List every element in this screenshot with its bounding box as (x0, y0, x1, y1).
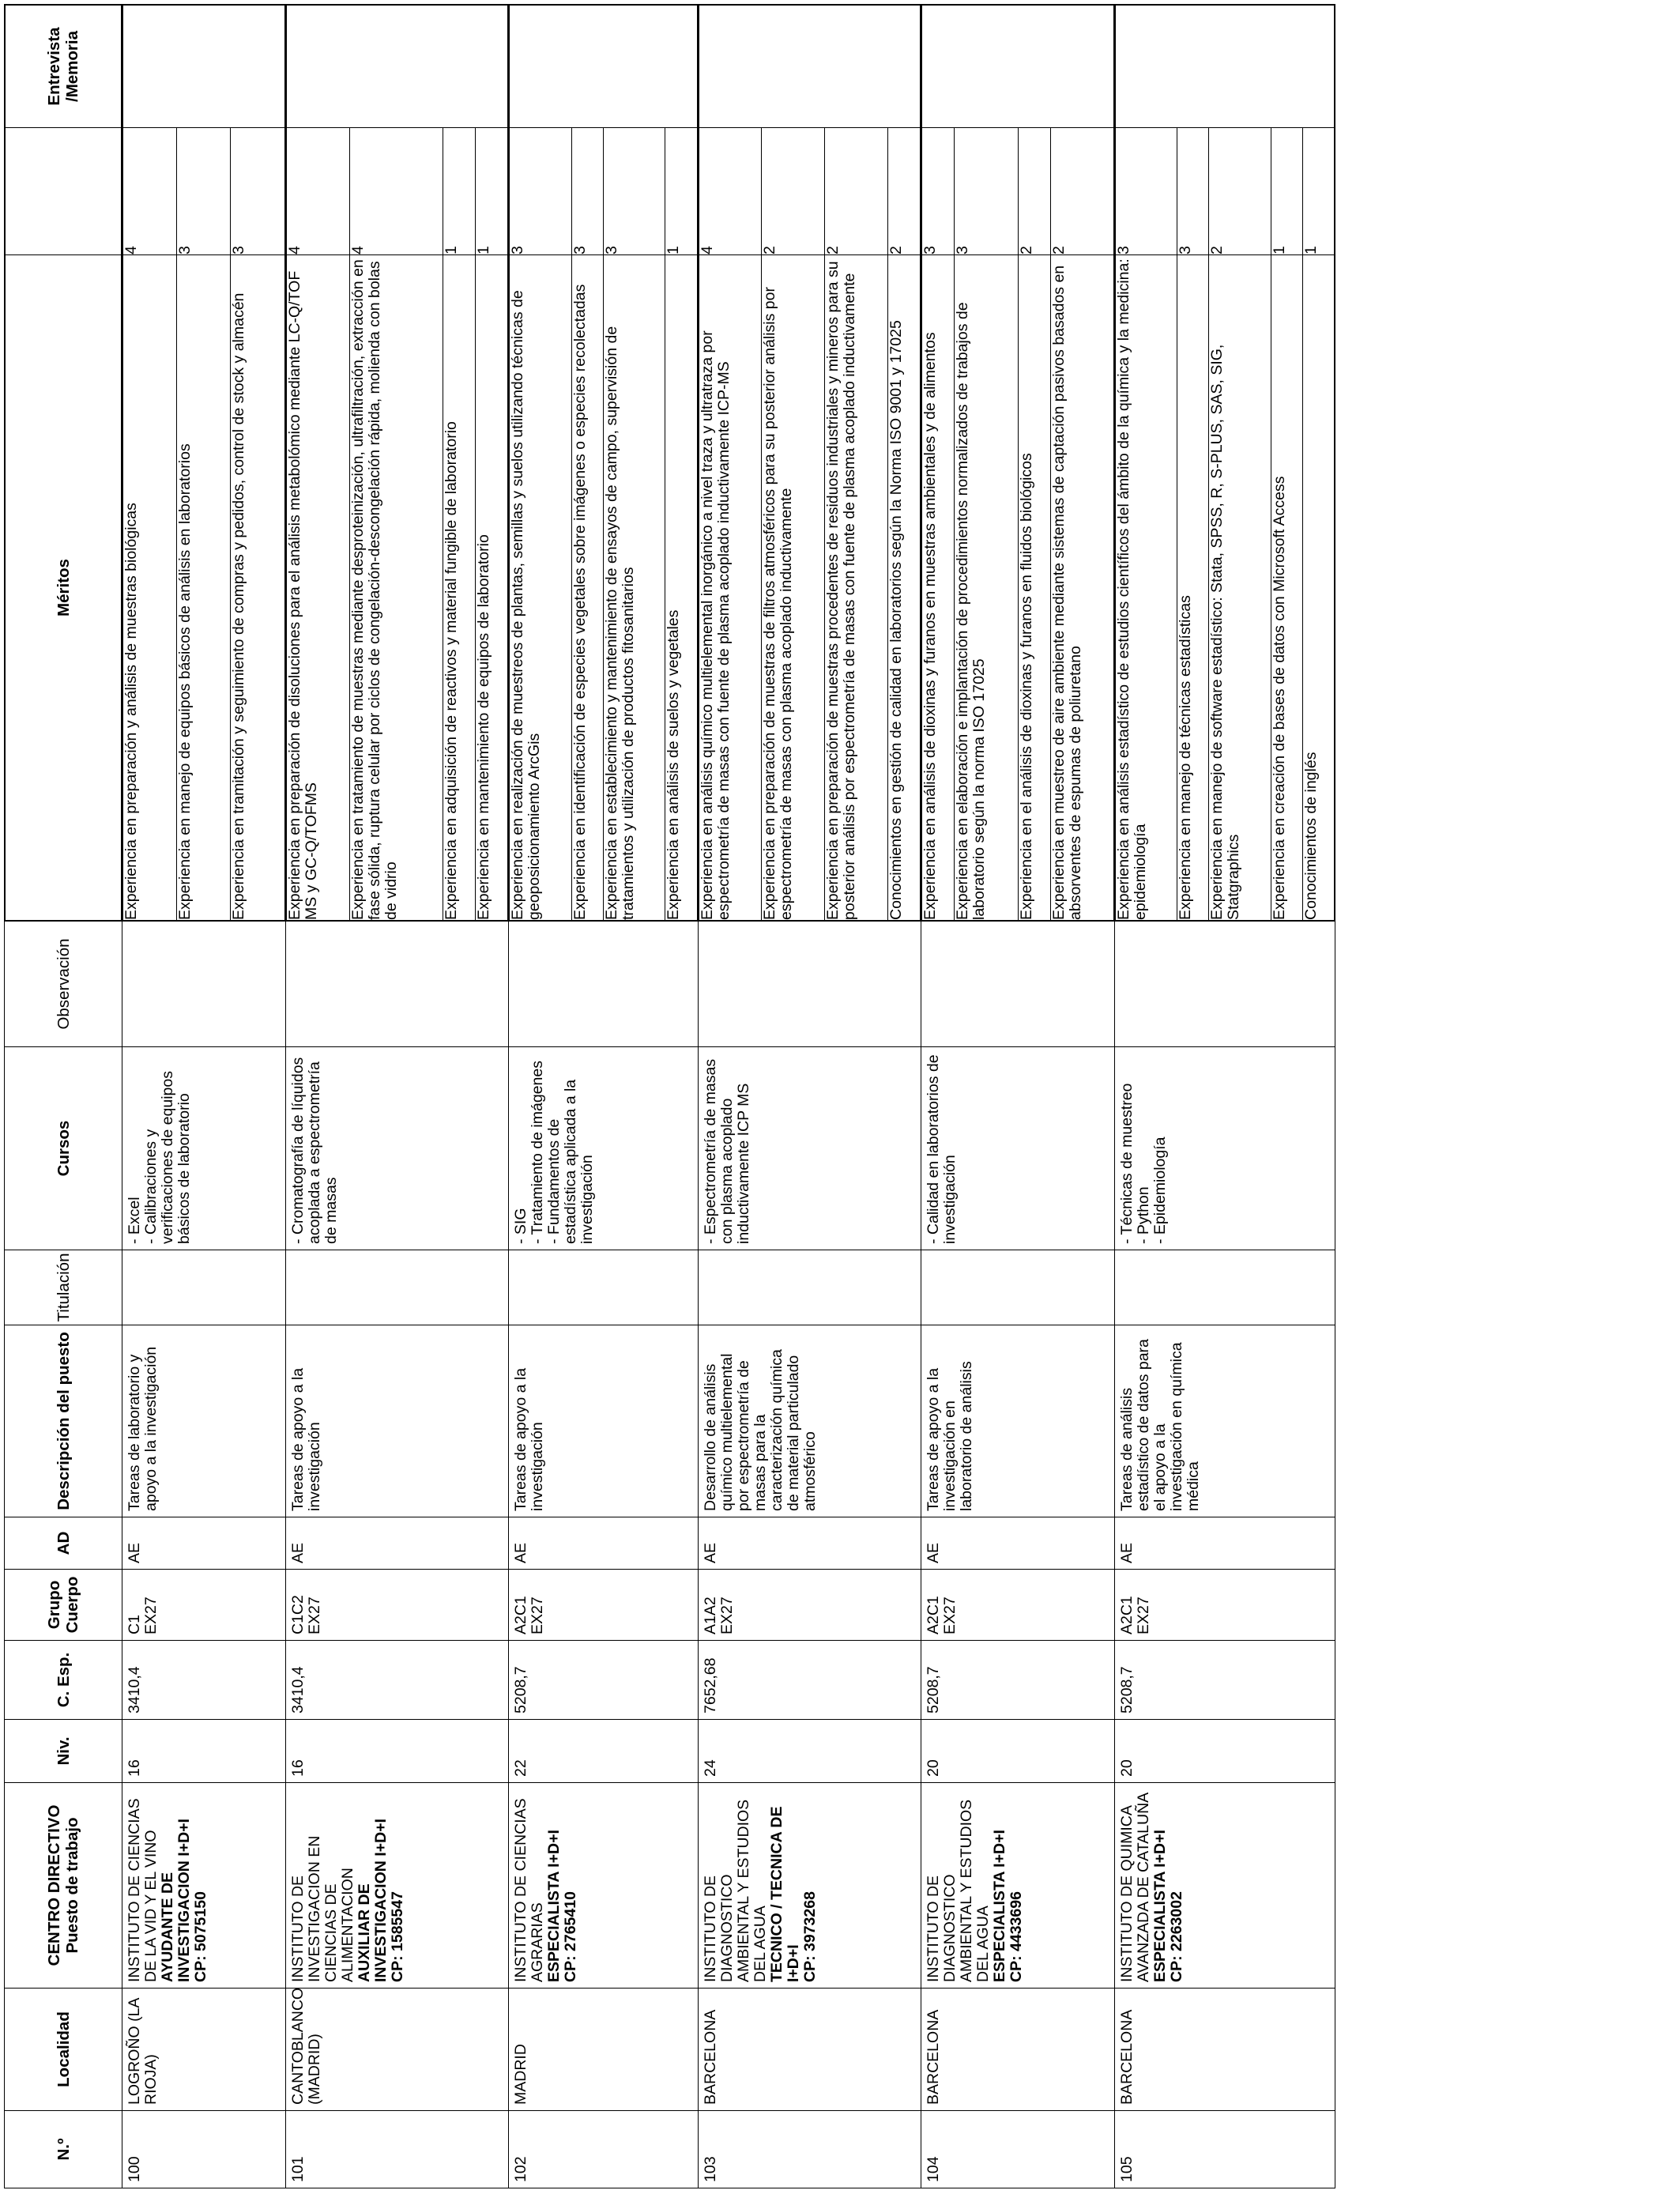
row-puesto: ESPECIALISTA I+D+I (991, 1830, 1009, 1982)
row-entrevista (1115, 6, 1334, 128)
row-cesp: 3410,4 (126, 1666, 143, 1713)
row-grupo: A2C1 (925, 1596, 943, 1634)
merit-text: Experiencia en realización de muestreos de plantas, semillas y suelos utilizando técnicas de geoposicionamiento ArcGis (510, 255, 571, 921)
row-centro-cell (921, 1783, 1115, 1989)
merit-item (1177, 6, 1209, 921)
merit-points: 4 (286, 128, 349, 255)
row-niv-cell (285, 1720, 509, 1783)
row-descripcion: Tareas de apoyo a la investigación (512, 1367, 547, 1511)
header-ad: AD (5, 1517, 122, 1570)
row-centro: INSTITUTO DE DIAGNOSTICO AMBIENTAL Y ESTUDIOS DEL AGUA (925, 1799, 993, 1982)
row-ad: AE (701, 1542, 719, 1563)
merit-points: 1 (665, 128, 697, 255)
row-puesto: ESPECIALISTA I+D+I (1151, 1830, 1169, 1982)
header-descripcion: Descripción del puesto (5, 1325, 122, 1517)
merit-text: Experiencia en preparación y análisis de muestras biológicas (123, 255, 177, 921)
row-centro: INSTITUTO DE CIENCIAS DE LA VID Y EL VINO (126, 1798, 160, 1982)
row-puesto: AUXILIAR DE INVESTIGACION I+D+I (355, 1819, 390, 1982)
merit-points: 3 (1115, 128, 1177, 255)
row-num-cell (509, 2111, 698, 2188)
row-cesp: 7652,68 (701, 1657, 719, 1713)
row-descripcion: Tareas de apoyo a la investigación (288, 1367, 323, 1511)
merit-item (286, 6, 349, 921)
merit-item (699, 6, 762, 921)
merit-item (825, 6, 888, 921)
row-entrevista (510, 6, 697, 128)
row-localidad-cell (921, 1989, 1115, 2111)
row-centro-cell (285, 1783, 509, 1989)
header-meritos: Méritos (6, 255, 122, 921)
merit-points: 3 (955, 128, 1018, 255)
header-observacion: Observación (5, 922, 122, 1047)
row-grupo-cell (698, 1570, 921, 1641)
row-grupo: A2C1 (512, 1596, 530, 1634)
row-cesp-cell (921, 1641, 1115, 1720)
row-grupo: A2C1 (1117, 1596, 1136, 1634)
row-localidad-cell (509, 1989, 698, 2111)
row-descripcion-cell (509, 1325, 698, 1517)
row-cursos (286, 1047, 342, 1250)
table-row (921, 5, 1115, 2188)
row-meritos-cell (285, 5, 509, 922)
row-localidad: BARCELONA (701, 2009, 719, 2105)
row-descripcion-cell (698, 1325, 921, 1517)
merit-text: Experiencia en análisis químico multielemental inorgánico a nivel traza y ultratraza por espectrometría de masas con fuente de plasma acoplado inductivamente ICP-MS (699, 255, 762, 921)
row-localidad: BARCELONA (1117, 2009, 1136, 2105)
row-titulacion (122, 1250, 129, 1325)
row-centro-cell (1114, 1783, 1335, 1989)
row-cursos-cell (509, 1047, 698, 1250)
row-grupo-cell (921, 1570, 1115, 1641)
row-cesp-cell (509, 1641, 698, 1720)
row-num: 105 (1117, 2156, 1136, 2182)
header-entrevista (6, 6, 122, 128)
merit-text: Experiencia en análisis estadístico de estudios científicos del ámbito de la química y la medicina: epidemiología (1115, 255, 1177, 921)
row-num: 103 (701, 2156, 719, 2182)
row-descripcion: Desarrollo de análisis químico multielemental por espectrometría de masas para la caracterización química de material particulado atmosférico (701, 1349, 819, 1511)
row-cesp-cell (698, 1641, 921, 1720)
row-cursos (122, 1047, 195, 1250)
row-grupo: A1A2 (701, 1596, 719, 1634)
row-cp: CP: 5075150 (192, 1891, 209, 1982)
merit-item (603, 6, 665, 921)
merit-list (1115, 5, 1335, 921)
merit-text: Experiencia en adquisición de reactivos y material fungible de laboratorio (443, 255, 476, 921)
row-niv: 16 (288, 1759, 307, 1777)
row-num-cell (285, 2111, 509, 2188)
header-meritos-split (5, 5, 122, 921)
row-niv-cell (921, 1720, 1115, 1783)
merit-points: 1 (476, 128, 508, 255)
course-item: - Técnicas de muestreo (1117, 1083, 1136, 1244)
row-cuerpo: EX27 (529, 1596, 547, 1634)
table-row (509, 5, 698, 2188)
merit-item (955, 6, 1018, 921)
merit-text: Experiencia en manejo de equipos básicos de análisis en laboratorios (177, 255, 231, 921)
row-observacion-cell (285, 922, 509, 1047)
row-centro-cell (122, 1783, 286, 1989)
header-row (5, 5, 122, 2188)
row-observacion (699, 922, 705, 1046)
merit-item (123, 6, 177, 921)
row-localidad-cell (285, 1989, 509, 2111)
table-row (698, 5, 921, 2188)
merit-text: Experiencia en análisis de dioxinas y furanos en muestras ambientales y de alimentos (922, 255, 955, 921)
row-observacion-cell (509, 922, 698, 1047)
row-localidad: BARCELONA (925, 2009, 943, 2105)
row-descripcion: Tareas de apoyo a la investigación en laboratorio de análisis (925, 1361, 976, 1511)
row-niv-cell (122, 1720, 286, 1783)
course-item: - Calidad en laboratorios de investigación (925, 1054, 959, 1244)
header-points-spacer (6, 128, 122, 255)
merit-text: Experiencia en identificación de especies vegetales sobre imágenes o especies recolectadas (571, 255, 603, 921)
row-cp: CP: 1585547 (388, 1891, 406, 1982)
row-titulacion-cell (509, 1250, 698, 1325)
merit-points: 2 (762, 128, 825, 255)
row-cursos (699, 1047, 755, 1250)
course-item: - Espectrometría de masas con plasma acoplado inductivamente ICP MS (701, 1058, 752, 1244)
row-cp: CP: 4433696 (1008, 1891, 1026, 1982)
merit-item (443, 6, 476, 921)
merit-list (286, 5, 509, 921)
course-item: - Fundamentos de estadística aplicada a la investigación (545, 1079, 597, 1244)
row-observacion (509, 922, 515, 1046)
merit-points: 3 (922, 128, 955, 255)
row-entrevista (699, 6, 921, 128)
row-observacion-cell (122, 922, 286, 1047)
row-cesp: 3410,4 (288, 1666, 307, 1713)
row-cursos-cell (921, 1047, 1115, 1250)
merit-text: Experiencia en mantenimiento de equipos de laboratorio (476, 255, 508, 921)
row-niv: 22 (512, 1759, 530, 1777)
merit-text: Experiencia en manejo de software estadístico: Stata, SPSS, R, S-PLUS, SAS, SIG, Statgraphics (1209, 255, 1271, 921)
row-descripcion-cell (1114, 1325, 1335, 1517)
merit-text: Experiencia en establecimiento y mantenimiento de ensayos de campo, supervisión de tratamientos y utilización de productos fitosanitarios (603, 255, 665, 921)
merit-item (231, 6, 284, 921)
merit-item (1115, 6, 1177, 921)
merit-list (699, 5, 921, 921)
merit-points: 2 (888, 128, 921, 255)
row-localidad: LOGROÑO (LA RIOJA) (126, 1998, 160, 2105)
row-meritos-cell (921, 5, 1115, 922)
row-ad: AE (288, 1542, 307, 1563)
row-ad-cell (509, 1517, 698, 1570)
row-titulacion-cell (285, 1250, 509, 1325)
row-num-cell (1114, 2111, 1335, 2188)
row-cp: CP: 2765410 (562, 1891, 580, 1982)
merit-list (921, 5, 1114, 921)
row-cesp-cell (285, 1641, 509, 1720)
merit-list (122, 5, 285, 921)
row-entrevista (123, 6, 285, 128)
course-item: - Python (1134, 1186, 1152, 1244)
row-titulacion (509, 1250, 515, 1325)
row-grupo-cell (285, 1570, 509, 1641)
header-centro (5, 1783, 122, 1989)
row-niv: 24 (701, 1759, 719, 1777)
row-grupo: C1C2 (288, 1595, 307, 1634)
row-grupo: C1 (126, 1615, 143, 1634)
row-titulacion-cell (1114, 1250, 1335, 1325)
header-grupo-line2: Cuerpo (63, 1576, 81, 1634)
row-num-cell (921, 2111, 1115, 2188)
row-cursos (1115, 1047, 1171, 1250)
merit-points: 4 (699, 128, 762, 255)
merit-item (1018, 6, 1050, 921)
header-centro-line1: CENTRO DIRECTIVO (45, 1804, 63, 1966)
row-cursos-cell (285, 1047, 509, 1250)
merit-text: Experiencia en el análisis de dioxinas y furanos en fluidos biológicos (1018, 255, 1050, 921)
row-observacion (286, 922, 292, 1046)
course-item: - SIG (512, 1208, 530, 1244)
row-ad: AE (512, 1542, 530, 1563)
row-num: 101 (288, 2156, 307, 2182)
row-num-cell (122, 2111, 286, 2188)
header-entrevista-line2: /Memoria (63, 31, 81, 102)
row-observacion (921, 922, 928, 1046)
header-meritos-group (5, 5, 122, 922)
row-ad-cell (921, 1517, 1115, 1570)
row-meritos-cell (122, 5, 286, 922)
merit-item (1209, 6, 1271, 921)
row-cesp: 5208,7 (512, 1666, 530, 1713)
row-cuerpo: EX27 (718, 1596, 736, 1634)
merit-points: 3 (603, 128, 665, 255)
row-num: 102 (512, 2156, 530, 2182)
row-cuerpo: EX27 (941, 1596, 959, 1634)
merit-points: 2 (825, 128, 888, 255)
row-niv: 20 (1117, 1759, 1136, 1777)
row-cursos (509, 1047, 598, 1250)
row-meritos-cell (698, 5, 921, 922)
row-puesto: ESPECIALISTA I+D+I (545, 1830, 563, 1982)
row-cesp: 5208,7 (925, 1666, 943, 1713)
course-item: - Calibraciones y verificaciones de equipos básicos de laboratorio (142, 1071, 193, 1244)
row-centro-cell (698, 1783, 921, 1989)
row-ad-cell (285, 1517, 509, 1570)
merit-points: 3 (571, 128, 603, 255)
row-niv: 16 (126, 1759, 143, 1777)
row-niv: 20 (925, 1759, 943, 1777)
merit-text: Experiencia en preparación de disoluciones para el análisis metabolómico mediante LC-Q/TOF MS y GC-Q/TOFMS (286, 255, 349, 921)
merit-points: 1 (443, 128, 476, 255)
row-entrevista (922, 6, 1114, 128)
row-ad: AE (126, 1542, 143, 1563)
row-observacion-cell (698, 922, 921, 1047)
merit-text: Experiencia en elaboración e implantación de procedimientos normalizados de trabajos de laboratorio según la norma ISO 17025 (955, 255, 1018, 921)
row-localidad-cell (698, 1989, 921, 2111)
merit-text: Experiencia en preparación de muestras procedentes de residuos industriales y mineros para su posterior análisis por espectrometría de masas con fuente de plasma acoplado inductivamente (825, 255, 888, 921)
row-cursos (921, 1047, 961, 1250)
table-row (1114, 5, 1335, 2188)
row-cesp-cell (1114, 1641, 1335, 1720)
table-row (122, 5, 286, 2188)
merit-points: 4 (123, 128, 177, 255)
row-grupo-cell (509, 1570, 698, 1641)
row-observacion (122, 922, 129, 1046)
row-localidad: CANTOBLANCO (MADRID) (288, 1987, 323, 2105)
row-observacion-cell (921, 922, 1115, 1047)
row-descripcion-cell (122, 1325, 286, 1517)
course-item: - Tratamiento de imágenes (529, 1061, 547, 1244)
row-cuerpo: EX27 (305, 1596, 323, 1634)
merit-text: Experiencia en análisis de suelos y vegetales (665, 255, 697, 921)
merit-text: Conocimientos de inglés (1302, 255, 1334, 921)
job-positions-table (4, 4, 1335, 2188)
merit-item (349, 6, 443, 921)
merit-text: Experiencia en preparación de muestras de filtros atmosféricos para su posterior análisis por espectrometría de masas con plasma acoplado inductivamente (762, 255, 825, 921)
merit-points: 3 (510, 128, 571, 255)
header-cursos: Cursos (5, 1047, 122, 1250)
merit-item (571, 6, 603, 921)
merit-item (1050, 6, 1113, 921)
row-grupo-cell (1114, 1570, 1335, 1641)
merit-item (888, 6, 921, 921)
merit-item (1302, 6, 1334, 921)
row-cuerpo: EX27 (142, 1596, 160, 1634)
row-titulacion (286, 1250, 292, 1325)
course-item: - Excel (126, 1197, 143, 1244)
row-entrevista (286, 6, 508, 128)
table-row (285, 5, 509, 2188)
header-localidad: Localidad (5, 1989, 122, 2111)
row-centro: INSTITUTO DE CIENCIAS AGRARIAS (512, 1798, 547, 1982)
row-grupo-cell (122, 1570, 286, 1641)
course-item: - Epidemiología (1151, 1137, 1169, 1244)
row-ad-cell (1114, 1517, 1335, 1570)
merit-text: Experiencia en creación de bases de datos con Microsoft Access (1271, 255, 1302, 921)
row-titulacion (921, 1250, 928, 1325)
header-grupo (5, 1570, 122, 1641)
merit-points: 4 (349, 128, 443, 255)
row-puesto: AYUDANTE DE INVESTIGACION I+D+I (159, 1819, 193, 1982)
merit-points: 2 (1209, 128, 1271, 255)
row-descripcion: Tareas de laboratorio y apoyo a la investigación (126, 1346, 160, 1511)
merit-points: 2 (1050, 128, 1113, 255)
row-ad: AE (1117, 1542, 1136, 1563)
merit-list (509, 5, 697, 921)
row-ad-cell (698, 1517, 921, 1570)
row-ad: AE (925, 1542, 943, 1563)
row-titulacion (699, 1250, 705, 1325)
row-cesp: 5208,7 (1117, 1666, 1136, 1713)
merit-item (762, 6, 825, 921)
row-localidad: MADRID (512, 2044, 530, 2105)
row-num: 100 (126, 2156, 143, 2182)
row-num: 104 (925, 2156, 943, 2182)
merit-item (476, 6, 508, 921)
row-centro: INSTITUTO DE INVESTIGACION EN CIENCIAS DE ALIMENTACION (288, 1835, 356, 1982)
row-observacion (1115, 922, 1121, 1046)
header-num: N.º (5, 2111, 122, 2188)
merit-text: Experiencia en manejo de técnicas estadísticas (1177, 255, 1209, 921)
row-titulacion-cell (921, 1250, 1115, 1325)
row-cursos-cell (1114, 1047, 1335, 1250)
row-titulacion-cell (122, 1250, 286, 1325)
merit-text: Experiencia en tratamiento de muestras mediante desproteinización, ultrafiltración, extracción en fase sólida, ruptura celular por ciclos de congelación-descongelación rápida, molienda con bolas de vidrio (349, 255, 443, 921)
row-puesto: TECNICO / TECNICA DE I+D+I (767, 1806, 802, 1982)
row-cp: CP: 2263002 (1167, 1891, 1185, 1982)
row-num-cell (698, 2111, 921, 2188)
row-descripcion-cell (921, 1325, 1115, 1517)
row-centro-cell (509, 1783, 698, 1989)
header-cesp: C. Esp. (5, 1641, 122, 1720)
header-centro-line2: Puesto de trabajo (63, 1817, 81, 1954)
row-cuerpo: EX27 (1134, 1596, 1152, 1634)
header-niv: Niv. (5, 1720, 122, 1783)
row-descripcion-cell (285, 1325, 509, 1517)
row-meritos-cell (1114, 5, 1335, 922)
merit-points: 1 (1271, 128, 1302, 255)
row-cursos-cell (122, 1047, 286, 1250)
header-titulacion: Titulación (5, 1250, 122, 1325)
merit-text: Experiencia en muestreo de aire ambiente mediante sistemas de captación pasivos basados en absorventes de espumas de poliuretano (1050, 255, 1113, 921)
merit-points: 1 (1302, 128, 1334, 255)
course-item: - Cromatografía de líquidos acoplada a espectrometría de masas (288, 1057, 340, 1244)
row-niv-cell (509, 1720, 698, 1783)
merit-item (665, 6, 697, 921)
row-cesp-cell (122, 1641, 286, 1720)
row-meritos-cell (509, 5, 698, 922)
merit-item (1271, 6, 1302, 921)
merit-text: Experiencia en tramitación y seguimiento de compras y pedidos, control de stock y almacén (231, 255, 284, 921)
table-body (122, 5, 1335, 2188)
row-cursos-cell (698, 1047, 921, 1250)
row-cp: CP: 3973268 (800, 1891, 819, 1982)
header-grupo-line1: Grupo (45, 1580, 63, 1630)
merit-points: 3 (231, 128, 284, 255)
row-localidad-cell (122, 1989, 286, 2111)
merit-text: Conocimientos en gestión de calidad en laboratorios según la Norma ISO 9001 y 17025 (888, 255, 921, 921)
row-niv-cell (1114, 1720, 1335, 1783)
row-ad-cell (122, 1517, 286, 1570)
row-localidad-cell (1114, 1989, 1335, 2111)
row-observacion-cell (1114, 922, 1335, 1047)
header-entrevista-line1: Entrevista (45, 27, 63, 106)
merit-points: 2 (1018, 128, 1050, 255)
merit-item (922, 6, 955, 921)
row-centro: INSTITUTO DE QUIMICA AVANZADA DE CATALUÑA (1117, 1792, 1152, 1982)
merit-item (177, 6, 231, 921)
merit-points: 3 (177, 128, 231, 255)
merit-points: 3 (1177, 128, 1209, 255)
merit-item (510, 6, 571, 921)
row-niv-cell (698, 1720, 921, 1783)
row-titulacion-cell (698, 1250, 921, 1325)
row-titulacion (1115, 1250, 1121, 1325)
row-descripcion: Tareas de análisis estadístico de datos para el apoyo a la investigación en química médica (1117, 1339, 1202, 1511)
row-centro: INSTITUTO DE DIAGNOSTICO AMBIENTAL Y ESTUDIOS DEL AGUA (701, 1799, 769, 1982)
